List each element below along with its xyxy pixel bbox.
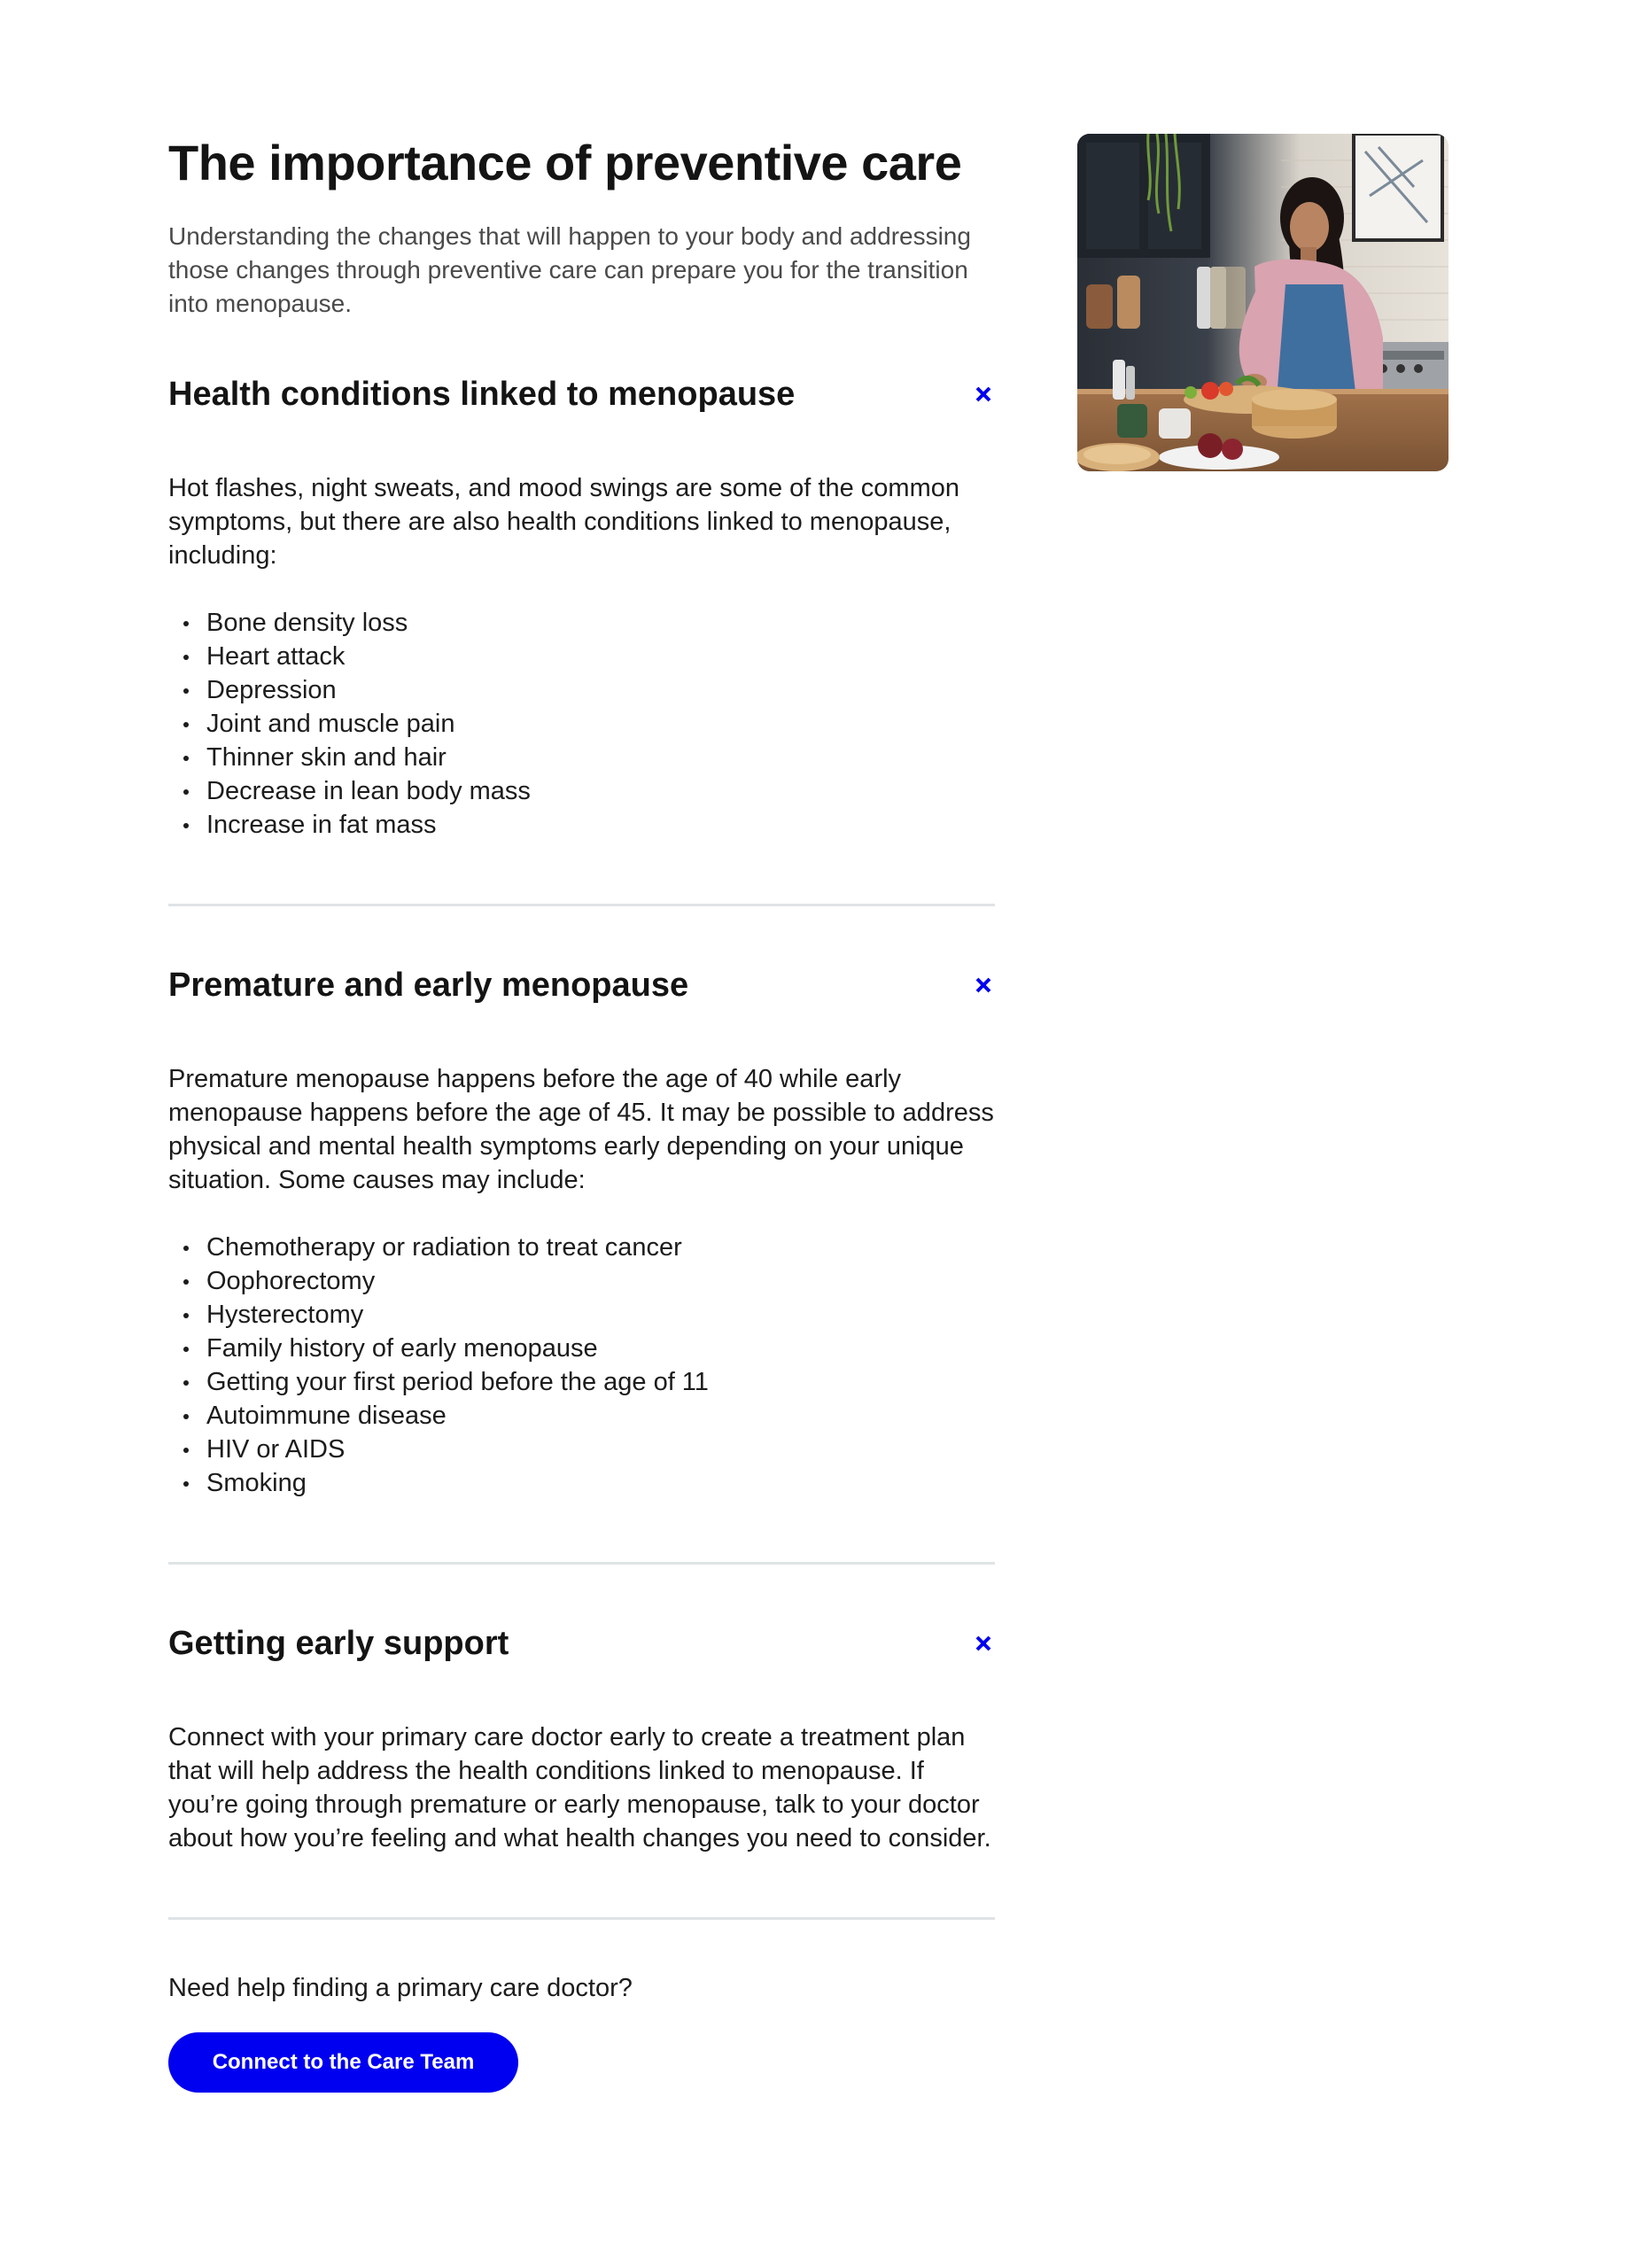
accordion-body-early-menopause — [168, 1062, 995, 1500]
section-paragraph: Connect with your primary care doctor early to create a treatment plan that will help address the health conditions linked to menopause. If you’re going through premature or early menopause, talk to your doctor about how you’re feeling and what health changes you need to consider. — [168, 1723, 991, 1852]
list-item: Family history of early menopause — [168, 1332, 995, 1365]
section-paragraph: Premature menopause happens before the age of 40 while early menopause happens before the age of 45. It may be possible to address physical and mental health symptoms early depending on your unique situation. Some causes may include: — [168, 1065, 994, 1194]
list-item: Thinner skin and hair — [168, 741, 995, 774]
accordion-header-early-menopause[interactable] — [168, 963, 995, 1007]
list-item: Autoimmune disease — [168, 1399, 995, 1433]
accordion-header-early-support[interactable] — [168, 1621, 995, 1666]
accordion-header-health-conditions[interactable] — [168, 372, 995, 416]
list-item: Chemotherapy or radiation to treat cancer — [168, 1231, 995, 1264]
accordion-section-health-conditions — [168, 372, 995, 842]
section-divider — [168, 1562, 995, 1565]
list-item: Oophorectomy — [168, 1264, 995, 1298]
section-divider — [168, 1917, 995, 1920]
list-item: HIV or AIDS — [168, 1433, 995, 1466]
list-item: Decrease in lean body mass — [168, 774, 995, 808]
section-divider — [168, 904, 995, 906]
close-icon[interactable] — [968, 970, 998, 1000]
conditions-list — [168, 606, 995, 842]
list-item: Getting your first period before the age of 11 — [168, 1365, 995, 1399]
accordion-body-early-support — [168, 1720, 995, 1855]
list-item: Smoking — [168, 1466, 995, 1500]
list-item: Depression — [168, 673, 995, 707]
hero-image — [1077, 134, 1448, 471]
list-item: Bone density loss — [168, 606, 995, 640]
list-item: Joint and muscle pain — [168, 707, 995, 741]
section-title: Premature and early menopause — [168, 967, 689, 1004]
close-icon[interactable] — [968, 1628, 998, 1658]
main-content — [168, 133, 995, 2093]
accordion-section-early-menopause — [168, 963, 995, 1500]
list-item: Increase in fat mass — [168, 808, 995, 842]
close-icon[interactable] — [968, 379, 998, 409]
list-item: Hysterectomy — [168, 1298, 995, 1332]
list-item: Heart attack — [168, 640, 995, 673]
accordion-section-early-support — [168, 1621, 995, 1855]
accordion-body-health-conditions — [168, 471, 995, 842]
section-paragraph: Hot flashes, night sweats, and mood swings are some of the common symptoms, but there are also health conditions linked to menopause, including: — [168, 474, 959, 570]
help-question: Need help finding a primary care doctor? — [168, 1974, 633, 2002]
section-title: Getting early support — [168, 1625, 509, 1662]
page-title: The importance of preventive care — [168, 135, 962, 190]
section-title: Health conditions linked to menopause — [168, 376, 796, 413]
connect-care-team-button[interactable]: Connect to the Care Team — [168, 2032, 518, 2093]
causes-list — [168, 1231, 995, 1500]
page-intro: Understanding the changes that will happen to your body and addressing those changes through preventive care can prepare you for the transition into menopause. — [168, 222, 971, 317]
